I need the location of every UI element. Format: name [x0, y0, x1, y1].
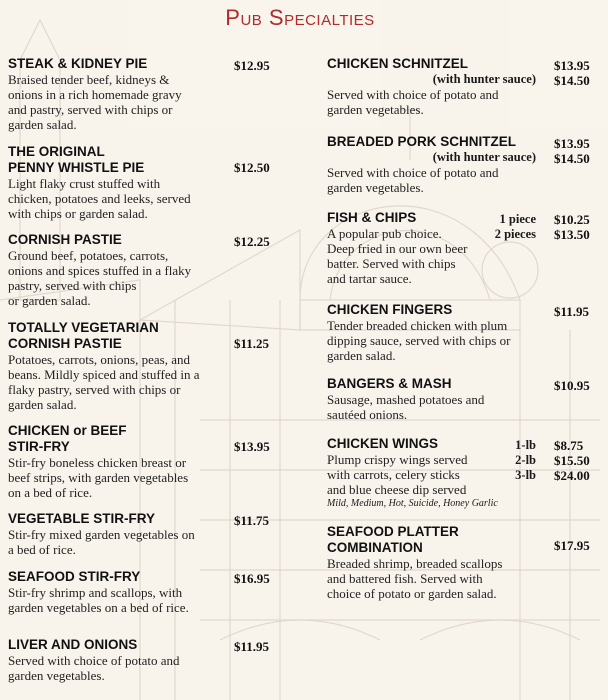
menu-item — [8, 569, 223, 615]
item-description: batter. Served with chips — [327, 256, 456, 271]
menu-item — [8, 637, 223, 683]
menu-item — [8, 56, 223, 132]
item-description: and battered fish. Served with — [327, 571, 483, 586]
item-name: COMBINATION — [327, 540, 423, 555]
item-description: Sausage, mashed potatoes and — [327, 392, 485, 407]
item-description: Deep fried in our own beer — [327, 241, 468, 256]
item-price: $10.25 — [554, 212, 590, 227]
portion-size: 2 pieces — [494, 227, 536, 241]
portion-size: 1 piece — [499, 212, 536, 226]
item-name: CHICKEN SCHNITZEL — [327, 56, 468, 71]
menu-item — [8, 511, 223, 557]
item-description: a bed of rice. — [8, 542, 76, 557]
item-description: Served with choice of potato and — [327, 87, 499, 102]
item-name: CHICKEN FINGERS — [327, 302, 453, 317]
menu-item — [327, 56, 542, 117]
item-description: Potatoes, carrots, onions, peas, and — [8, 352, 190, 367]
menu-item — [8, 232, 223, 308]
menu-item — [8, 423, 223, 500]
item-name: CORNISH PASTIE — [8, 232, 122, 247]
item-description: dipping sauce, served with chips or — [327, 333, 511, 348]
item-price: $11.25 — [234, 336, 270, 351]
item-description: and tartar sauce. — [327, 271, 412, 286]
item-description: with carrots, celery sticks — [327, 467, 460, 482]
item-price: $17.95 — [554, 538, 590, 553]
item-name: CHICKEN WINGS — [327, 436, 438, 451]
item-price: $24.00 — [554, 468, 590, 483]
item-name: BREADED PORK SCHNITZEL — [327, 134, 517, 149]
item-price: $8.75 — [554, 438, 584, 453]
item-description: Stir-fry mixed garden vegetables on — [8, 527, 195, 542]
item-description: flaky pastry, served with chips or — [8, 382, 181, 397]
menu-title: Pub Specialties — [225, 5, 375, 30]
item-name: PENNY WHISTLE PIE — [8, 160, 145, 175]
item-description: Stir-fry shrimp and scallops, with — [8, 585, 183, 600]
item-description: or garden salad. — [8, 293, 91, 308]
item-description: pastry, served with chips — [8, 278, 137, 293]
item-name: THE ORIGINAL — [8, 144, 105, 159]
item-name: CHICKEN or BEEF — [8, 423, 127, 438]
item-name: BANGERS & MASH — [327, 376, 452, 391]
item-description: Stir-fry boneless chicken breast or — [8, 455, 187, 470]
item-name: SEAFOOD PLATTER — [327, 524, 459, 539]
item-description: beans. Mildly spiced and stuffed in a — [8, 367, 200, 382]
item-description: garden vegetables. — [327, 180, 424, 195]
item-description: Served with choice of potato and — [327, 165, 499, 180]
item-price: $16.95 — [234, 571, 270, 586]
item-description: sautéed onions. — [327, 407, 408, 422]
item-price: $13.95 — [234, 439, 270, 454]
item-price: $10.95 — [554, 378, 590, 393]
item-price: $12.50 — [234, 160, 270, 175]
item-description: garden vegetables. — [327, 102, 424, 117]
menu-item — [327, 302, 542, 363]
item-price: $11.95 — [234, 639, 270, 654]
item-name: STEAK & KIDNEY PIE — [8, 56, 148, 71]
item-description: Braised tender beef, kidneys & — [8, 72, 170, 87]
item-name: STIR-FRY — [8, 439, 70, 454]
item-description: Tender breaded chicken with plum — [327, 318, 508, 333]
item-description: beef strips, with garden vegetables — [8, 470, 189, 485]
item-description: A popular pub choice. — [327, 226, 442, 241]
item-description: and blue cheese dip served — [327, 482, 467, 497]
item-description: garden vegetables on a bed of rice. — [8, 600, 189, 615]
item-price: $12.95 — [234, 58, 270, 73]
item-price: $11.95 — [554, 304, 590, 319]
item-price: $15.50 — [554, 453, 590, 468]
menu-item — [327, 524, 542, 601]
item-name: SEAFOOD STIR-FRY — [8, 569, 141, 584]
item-name: TOTALLY VEGETARIAN — [8, 320, 159, 335]
item-price: $13.50 — [554, 227, 590, 242]
menu-item — [327, 376, 542, 422]
item-description: garden salad. — [8, 117, 77, 132]
item-name: VEGETABLE STIR-FRY — [8, 511, 156, 526]
item-description: choice of potato or garden salad. — [327, 586, 497, 601]
item-description: Served with choice of potato and — [8, 653, 180, 668]
item-description: and pastry, served with chips or — [8, 102, 173, 117]
item-description: garden salad. — [8, 397, 77, 412]
item-name: CORNISH PASTIE — [8, 336, 122, 351]
item-description: onions in a rich homemade gravy — [8, 87, 182, 102]
item-price: $14.50 — [554, 151, 590, 166]
item-price: $11.75 — [234, 513, 270, 528]
item-description: Plump crispy wings served — [327, 452, 468, 467]
item-subtitle: (with hunter sauce) — [432, 150, 536, 164]
item-description: Light flaky crust stuffed with — [8, 176, 161, 191]
item-description: Ground beef, potatoes, carrots, — [8, 248, 169, 263]
item-description: Breaded shrimp, breaded scallops — [327, 556, 503, 571]
portion-size: 3-lb — [515, 468, 536, 482]
item-subtitle: (with hunter sauce) — [432, 72, 536, 86]
item-price: $13.95 — [554, 136, 590, 151]
portion-size: 2-lb — [515, 453, 536, 467]
item-note: Mild, Medium, Hot, Suicide, Honey Garlic — [327, 498, 498, 509]
item-description: onions and spices stuffed in a flaky — [8, 263, 192, 278]
item-description: on a bed of rice. — [8, 485, 93, 500]
portion-size: 1-lb — [515, 438, 536, 452]
item-description: chicken, potatoes and leeks, served — [8, 191, 191, 206]
menu-item — [327, 134, 542, 195]
item-price: $12.25 — [234, 234, 270, 249]
item-description: garden vegetables. — [8, 668, 105, 683]
menu-item — [8, 144, 223, 221]
item-name: LIVER AND ONIONS — [8, 637, 138, 652]
item-price: $14.50 — [554, 73, 590, 88]
item-price: $13.95 — [554, 58, 590, 73]
menu-item — [8, 320, 223, 412]
item-description: with chips or garden salad. — [8, 206, 148, 221]
item-name: FISH & CHIPS — [327, 210, 417, 225]
item-description: garden salad. — [327, 348, 396, 363]
